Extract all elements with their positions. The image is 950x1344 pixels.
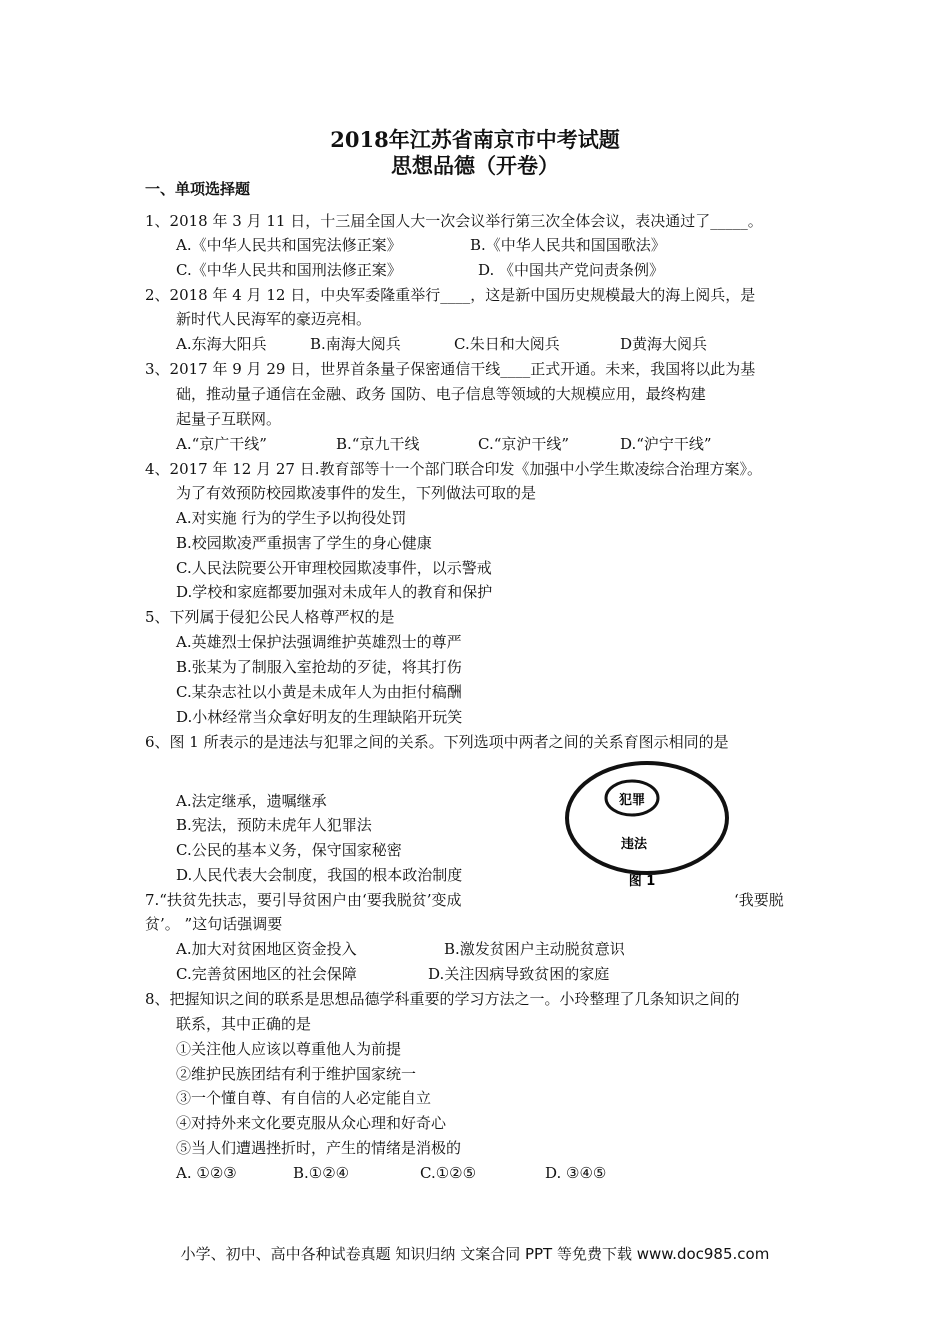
question-4-option-b: B.校园欺凌严重损害了学生的身心健康 — [176, 534, 432, 552]
question-8-option-c: C.①②⑤ — [420, 1164, 477, 1182]
figure-inner-label: 犯罪 — [618, 793, 646, 808]
question-7-option-a: A.加大对贫困地区资金投入 — [176, 940, 357, 958]
question-1-option-b: B.《中华人民共和国国歌法》 — [470, 236, 666, 254]
question-5-stem: 5、下列属于侵犯公民人格尊严权的是 — [145, 608, 395, 626]
question-6-option-b: B.宪法，预防未虎年人犯罪法 — [176, 816, 372, 834]
question-3-stem-cont: 础，推动量子通信在金融、政务 国防、电子信息等领域的大规模应用，最终构建 — [176, 385, 706, 403]
question-8-statement-4: ④对持外来文化要克服从众心理和好奇心 — [176, 1114, 447, 1132]
question-7-option-d: D.关注因病导致贫困的家庭 — [428, 965, 610, 983]
question-7-stem-cont: 贫’。 ”这句话强调要 — [145, 915, 283, 933]
question-2-stem: 2、2018 年 4 月 12 日，中央军委隆重举行____，这是新中国历史规模最大的海上阅兵，是 — [145, 286, 756, 304]
question-8-stem-cont: 联系，其中正确的是 — [176, 1015, 312, 1033]
question-2-option-c: C.朱日和大阅兵 — [454, 335, 560, 353]
question-7-stem: 7.“扶贫先扶志，要引导贫困户由‘要我脱贫’变成 — [145, 891, 462, 909]
section-heading: 一、单项选择题 — [145, 180, 251, 198]
question-7-stem-end: ‘我要脱 — [734, 891, 784, 909]
question-6-stem: 6、图 1 所表示的是违法与犯罪之间的关系。下列选项中两者之间的关系育图示相同的是 — [145, 733, 729, 751]
question-6-option-a: A.法定继承，遗嘱继承 — [176, 792, 327, 810]
question-1-option-c: C.《中华人民共和国刑法修正案》 — [176, 261, 402, 279]
question-3-stem: 3、2017 年 9 月 29 日，世界首条量子保密通信干线____正式开通。未来，我国将以此为基 — [145, 360, 756, 378]
question-4-stem: 4、2017 年 12 月 27 日.教育部等十一个部门联合印发《加强中小学生欺凌综合治理方案》。 — [145, 460, 763, 478]
question-4-option-c: C.人民法院要公开审理校园欺凌事件，以示警戒 — [176, 559, 492, 577]
question-8-statement-3: ③一个懂自尊、有自信的人必定能自立 — [176, 1089, 432, 1107]
question-4-option-d: D.学校和家庭都要加强对未成年人的教育和保护 — [176, 583, 493, 601]
question-5-option-a: A.英雄烈士保护法强调维护英雄烈士的尊严 — [176, 633, 462, 651]
question-2-option-b: B.南海大阅兵 — [310, 335, 401, 353]
question-7-option-b: B.激发贫困户主动脱贫意识 — [444, 940, 625, 958]
footer-text: 小学、初中、高中各种试卷真题 知识归纳 文案合同 PPT 等免费下载 www.doc985.com — [180, 1245, 770, 1263]
question-7-option-c: C.完善贫困地区的社会保障 — [176, 965, 357, 983]
question-3-option-d: D.“沪宁干线” — [620, 435, 712, 453]
question-4-option-a: A.对实施 行为的学生予以拘役处罚 — [176, 509, 407, 527]
question-5-option-c: C.某杂志社以小黄是未成年人为由拒付稿酬 — [176, 683, 462, 701]
question-3-option-c: C.“京沪干线” — [478, 435, 570, 453]
question-8-option-a: A. ①②③ — [176, 1164, 237, 1182]
question-2-option-a: A.东海大阳兵 — [176, 335, 267, 353]
question-3-option-a: A.“京广干线” — [176, 435, 267, 453]
figure-1-venn-diagram — [562, 760, 732, 890]
figure-outer-label: 违法 — [620, 837, 648, 852]
question-2-option-d: D黄海大阅兵 — [620, 335, 708, 353]
question-5-option-b: B.张某为了制服入室抢劫的歹徒，将其打伤 — [176, 658, 462, 676]
question-8-statement-5: ⑤当人们遭遇挫折时，产生的情绪是消极的 — [176, 1139, 462, 1157]
question-6-option-c: C.公民的基本义务，保守国家秘密 — [176, 841, 402, 859]
figure-caption: 图 1 — [628, 874, 656, 889]
question-4-stem-cont: 为了有效预防校园欺凌事件的发生，下列做法可取的是 — [176, 484, 537, 502]
exam-subtitle: 思想品德（开卷） — [391, 153, 559, 178]
question-6-option-d: D.人民代表大会制度，我国的根本政治制度 — [176, 866, 463, 884]
exam-title: 2018年江苏省南京市中考试题 — [330, 127, 620, 152]
question-3-option-b: B.“京九干线 — [336, 435, 420, 453]
question-1-option-d: D. 《中国共产党问责条例》 — [478, 261, 665, 279]
question-2-stem-cont: 新时代人民海军的豪迈亮相。 — [176, 310, 372, 328]
question-3-stem-cont2: 起量子互联网。 — [176, 410, 282, 428]
question-8-option-b: B.①②④ — [293, 1164, 350, 1182]
question-8-statement-2: ②维护民族团结有利于维护国家统一 — [176, 1065, 417, 1083]
question-1-stem: 1、2018 年 3 月 11 日，十三届全国人大一次会议举行第三次全体会议，表决通过了_____。 — [145, 212, 763, 230]
question-8-option-d: D. ③④⑤ — [545, 1164, 607, 1182]
question-8-stem: 8、把握知识之间的联系是思想品德学科重要的学习方法之一。小玲整理了几条知识之间的 — [145, 990, 740, 1008]
question-1-option-a: A.《中华人民共和国宪法修正案》 — [176, 236, 402, 254]
question-5-option-d: D.小林经常当众拿好明友的生理缺陷开玩笑 — [176, 708, 463, 726]
question-8-statement-1: ①关注他人应该以尊重他人为前提 — [176, 1040, 402, 1058]
